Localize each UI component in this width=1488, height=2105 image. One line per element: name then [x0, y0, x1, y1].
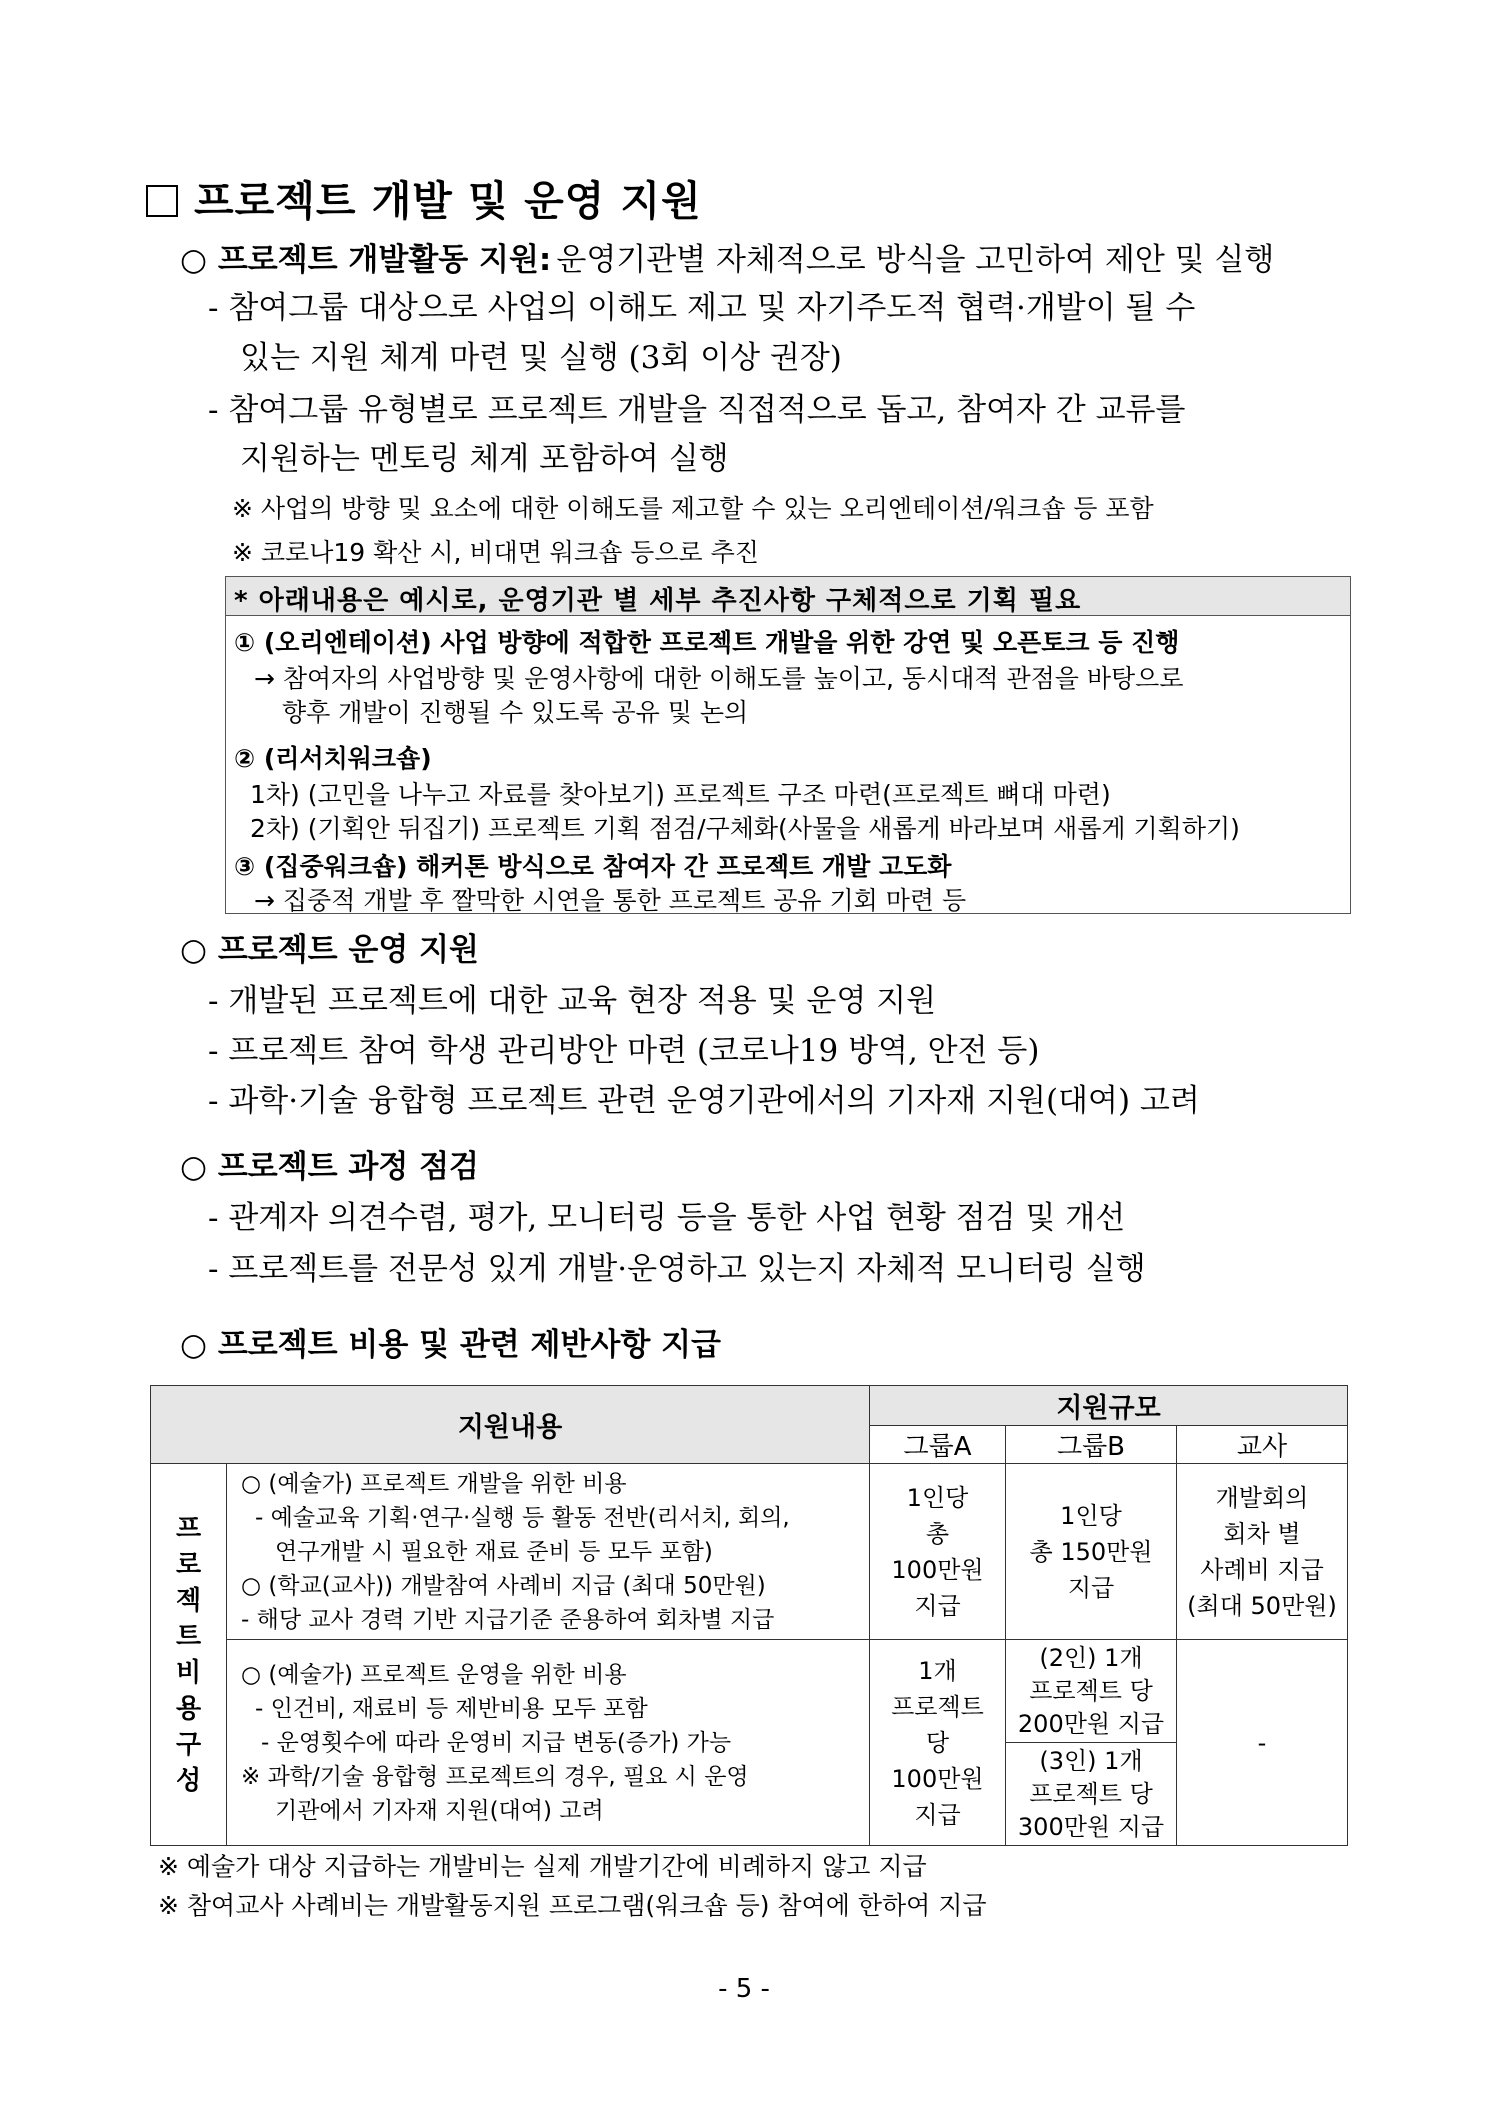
- section-heading-ops: ○ 프로젝트 운영 지원: [180, 932, 479, 968]
- bullet-line: - 프로젝트를 전문성 있게 개발·운영하고 있는지 자체적 모니터링 실행: [208, 1251, 1146, 1287]
- cost-table: [150, 1385, 1348, 1846]
- footnote: ※ 참여교사 사례비는 개발활동지원 프로그램(워크숍 등) 참여에 한하여 지급: [158, 1891, 987, 1920]
- example-box: [225, 576, 1351, 914]
- col-header-teacher: 교사: [1177, 1426, 1348, 1464]
- col-header-scale: 지원규모: [870, 1386, 1348, 1426]
- example-box-header: * 아래내용은 예시로, 운영기관 별 세부 추진사항 구체적으로 기획 필요: [226, 577, 1350, 616]
- footnote: ※ 예술가 대상 지급하는 개발비는 실제 개발기간에 비례하지 않고 지급: [158, 1852, 927, 1881]
- bullet-line: - 프로젝트 참여 학생 관리방안 마련 (코로나19 방역, 안전 등): [208, 1033, 1040, 1069]
- example-item-line: → 집중적 개발 후 짤막한 시연을 통한 프로젝트 공유 기회 마련 등: [254, 886, 967, 915]
- row2-group-a: 1개 프로젝트 당 100만원 지급: [870, 1640, 1006, 1846]
- page-number: - 5 -: [718, 1974, 770, 2004]
- row2-description: ○ (예술가) 프로젝트 운영을 위한 비용 - 인건비, 재료비 등 제반비용 모두 포함 - 운영횟수에 따라 운영비 지급 변동(증가) 가능 ※ 과학/기술 융합형 프로젝트의 경우, 필요 시 운영 기관에서 기자재 지원(대여) 고려: [227, 1640, 870, 1846]
- bullet-line: 지원하는 멘토링 체계 포함하여 실행: [240, 441, 729, 477]
- row2-group-b-3person: (3인) 1개 프로젝트 당 300만원 지급: [1006, 1743, 1177, 1846]
- example-item-title: ③ (집중워크숍) 해커톤 방식으로 참여자 간 프로젝트 개발 고도화: [234, 852, 952, 881]
- example-item-title: ① (오리엔테이션) 사업 방향에 적합한 프로젝트 개발을 위한 강연 및 오픈토크 등 진행: [234, 628, 1180, 657]
- example-item-line: → 참여자의 사업방향 및 운영사항에 대한 이해도를 높이고, 동시대적 관점을 바탕으로: [254, 664, 1184, 693]
- col-header-group-b: 그룹B: [1006, 1426, 1177, 1464]
- checkbox-square-icon: [146, 185, 178, 217]
- section-heading-dev: ○ 프로젝트 개발활동 지원: 운영기관별 자체적으로 방식을 고민하여 제안 및 실행: [180, 242, 1275, 278]
- col-header-group-a: 그룹A: [870, 1426, 1006, 1464]
- bullet-line: 있는 지원 체계 마련 및 실행 (3회 이상 권장): [240, 340, 842, 376]
- note-line: ※ 사업의 방향 및 요소에 대한 이해도를 제고할 수 있는 오리엔테이션/워크숍 등 포함: [232, 494, 1154, 523]
- bullet-line: - 참여그룹 유형별로 프로젝트 개발을 직접적으로 돕고, 참여자 간 교류를: [208, 392, 1186, 428]
- col-header-content: 지원내용: [151, 1386, 870, 1464]
- example-item-title: ② (리서치워크숍): [234, 744, 432, 773]
- bullet-line: - 참여그룹 대상으로 사업의 이해도 제고 및 자기주도적 협력·개발이 될 수: [208, 290, 1196, 326]
- example-item-line: 1차) (고민을 나누고 자료를 찾아보기) 프로젝트 구조 마련(프로젝트 뼈대 마련): [250, 780, 1111, 809]
- row-label-cost-composition: 프 로 젝 트 비 용 구 성: [151, 1464, 227, 1846]
- row1-teacher: 개발회의 회차 별 사례비 지급 (최대 50만원): [1177, 1464, 1348, 1640]
- bullet-line: - 개발된 프로젝트에 대한 교육 현장 적용 및 운영 지원: [208, 983, 937, 1019]
- row2-teacher: -: [1177, 1640, 1348, 1846]
- row2-group-b-2person: (2인) 1개 프로젝트 당 200만원 지급: [1006, 1640, 1177, 1743]
- row1-group-b: 1인당 총 150만원 지급: [1006, 1464, 1177, 1640]
- row1-group-a: 1인당 총 100만원 지급: [870, 1464, 1006, 1640]
- note-line: ※ 코로나19 확산 시, 비대면 워크숍 등으로 추진: [232, 538, 759, 567]
- bullet-line: - 과학·기술 융합형 프로젝트 관련 운영기관에서의 기자재 지원(대여) 고려: [208, 1083, 1200, 1119]
- section-heading-check: ○ 프로젝트 과정 점검: [180, 1149, 479, 1185]
- section-heading-cost: ○ 프로젝트 비용 및 관련 제반사항 지급: [180, 1327, 721, 1363]
- example-item-line: 향후 개발이 진행될 수 있도록 공유 및 논의: [282, 698, 749, 727]
- bullet-line: - 관계자 의견수렴, 평가, 모니터링 등을 통한 사업 현황 점검 및 개선: [208, 1200, 1126, 1236]
- page-title: 프로젝트 개발 및 운영 지원: [146, 168, 702, 227]
- example-item-line: 2차) (기획안 뒤집기) 프로젝트 기획 점검/구체화(사물을 새롭게 바라보며 새롭게 기획하기): [250, 814, 1240, 843]
- row1-description: ○ (예술가) 프로젝트 개발을 위한 비용 - 예술교육 기획·연구·실행 등 활동 전반(리서치, 회의, 연구개발 시 필요한 재료 준비 등 모두 포함) ○ (학교(교사)) 개발참여 사례비 지급 (최대 50만원) - 해당 교사 경력 기반 지급기준 준용하여 회차별 지급: [227, 1464, 870, 1640]
